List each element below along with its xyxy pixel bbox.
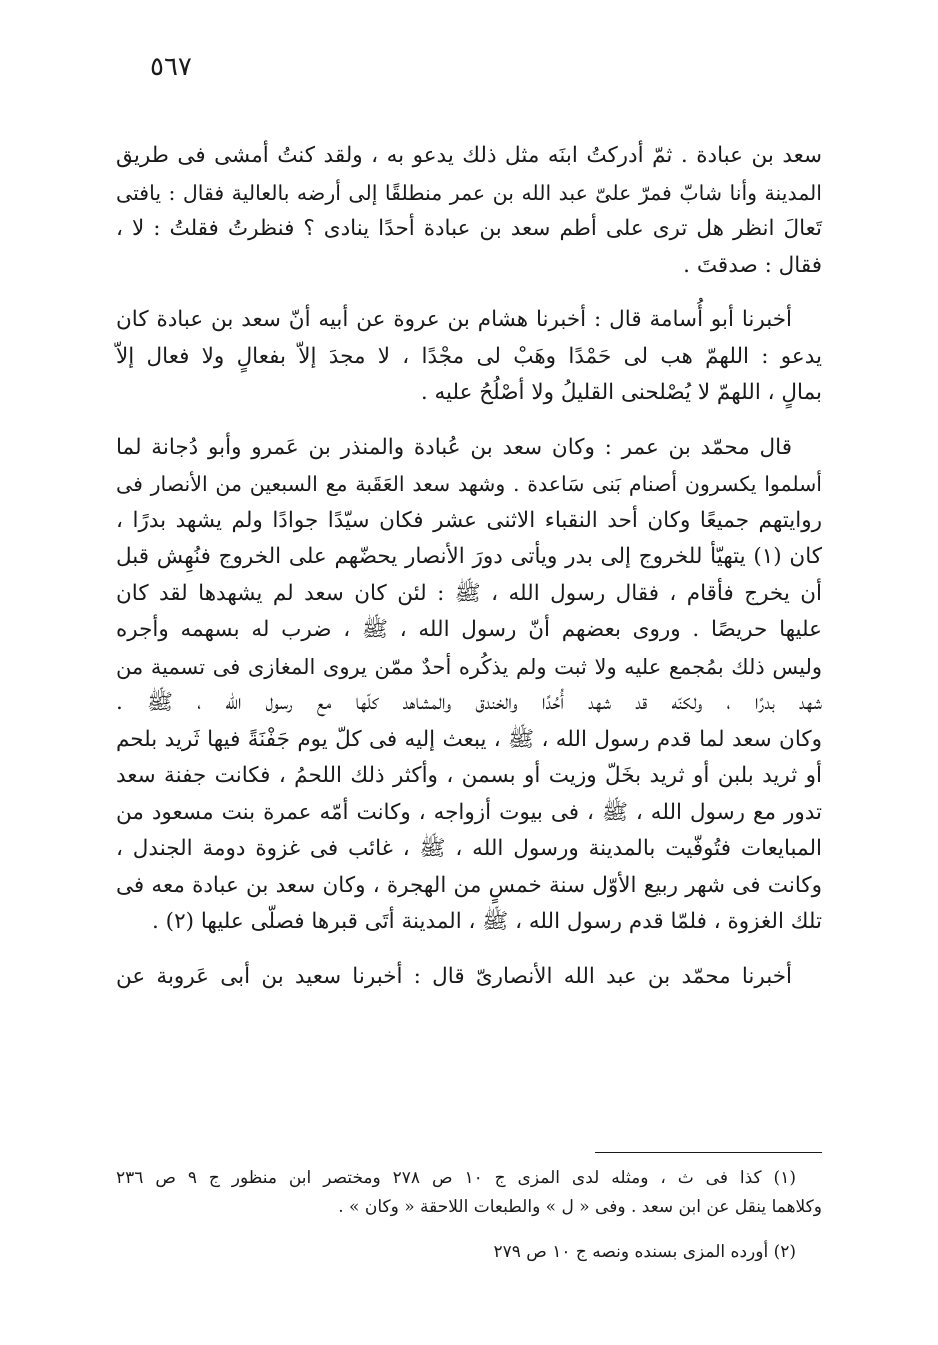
text-line: أو ثريد بلبن أو ثريد بخَلّ وزيت أو بسمن ، وأكثر ذلك اللحمُ ، فكانت جفنة سعد [116, 763, 822, 788]
footnote-line: (٢) أورده المزى بسنده ونصه ج ١٠ ص ٢٧٩ [493, 1242, 796, 1262]
text-line: أخبرنا أبو أُسامة قال : أخبرنا هشام بن عروة عن أبيه أنّ سعد بن عبادة كان [116, 307, 792, 332]
text-line: أخبرنا محمّد بن عبد الله الأنصارىّ قال : أخبرنا سعيد بن أبى عَروبة عن [116, 963, 792, 989]
text-line: كان (١) يتهيّأ للخروج إلى بدر ويأتى دورَ الأنصار يحضّهم على الخروج فنُهِش قبل [116, 544, 822, 569]
text-line: يدعو : اللهمّ هب لى حَمْدًا وهَبْ لى مجْدًا ، لا مجدَ إلاّ بفعالٍ ولا فعال إلاّ [116, 343, 822, 369]
text-line: تدور مع رسول الله ، ﷺ ، فى بيوت أزواجه ، وكانت أمّه عمرة بنت مسعود من [116, 799, 822, 825]
footnote-1 [116, 1164, 822, 1222]
text-line: أن يخرج فأقام ، فقال رسول الله ، ﷺ : لئن كان سعد لم يشهدها لقد كان [116, 580, 822, 606]
footnotes [116, 1164, 822, 1267]
main-text [116, 138, 822, 1013]
paragraph [116, 430, 822, 941]
text-line: سعد بن عبادة . ثمّ أدركتُ ابنَه مثل ذلك يدعو به ، ولقد كنتُ أمشى فى طريق [116, 143, 822, 168]
footnote-2 [116, 1238, 822, 1267]
text-line: المدينة وأنا شابّ فمرّ علىّ عبد الله بن عمر منطلقًا إلى أرضه بالعالية فقال : يافتى [116, 180, 822, 205]
text-line: قال محمّد بن عمر : وكان سعد بن عُبادة والمنذر بن عَمرو وأبو دُجانة لما [116, 434, 792, 460]
text-line: روايتهم جميعًا وكان أحد النقباء الاثنى عشر فكان سيّدًا جوادًا ولم يشهد بدرًا ، [116, 507, 822, 533]
footnote-divider [595, 1152, 822, 1153]
text-line: وليس ذلك بمُجمع عليه ولا ثبت ولم يذكُره أحدٌ ممّن يروى المغازى فى تسمية من [116, 654, 822, 679]
footnote-line: وكلاهما ينقل عن ابن سعد . وفى « ل » والطبعات اللاحقة « وكان » . [338, 1197, 822, 1217]
page-number: ٥٦٧ [150, 52, 192, 82]
text-line: فقال : صدقتَ . [683, 252, 822, 278]
text-line: وكانت فى شهر ربيع الأوّل سنة خمسٍ من الهجرة ، وكان سعد بن عبادة معه فى [116, 872, 822, 898]
paragraph [116, 138, 822, 284]
text-line: أسلموا يكسرون أصنام بَنى سَاعدة . وشهد سعد العَقَبة مع السبعين من الأنصار فى [116, 472, 822, 496]
text-line: بمالٍ ، اللهمّ لا يُصْلحنى القليلُ ولا أصْلُحُ عليه . [420, 380, 822, 405]
text-line: المبايعات فتُوفّيت بالمدينة ورسول الله ، ﷺ ، غائب فى غزوة دومة الجندل ، [116, 836, 822, 861]
paragraph [116, 959, 822, 996]
paragraph [116, 302, 822, 412]
footnote-line: (١) كذا فى ث ، ومثله لدى المزى ج ١٠ ص ٢٧٨ ومختصر ابن منظور ج ٩ ص ٢٣٦ [116, 1168, 796, 1188]
text-line: عليها حريصًا . وروى بعضهم أنّ رسول الله ، ﷺ ، ضرب له بسهمه وأجره [116, 617, 822, 642]
text-line: تلك الغزوة ، فلمّا قدم رسول الله ، ﷺ ، المدينة أتَى قبرها فصلّى عليها (٢) . [152, 909, 822, 934]
text-line: شهد بدرًا ، ولكنّه قد شهد أُحُدًا والخندق والمشاهد كلّها مع رسول الله ، ﷺ . [116, 690, 822, 715]
text-line: وكان سعد لما قدم رسول الله ، ﷺ ، يبعث إليه فى كلّ يوم جَفْنَةً فيها ثَريد بلحم [116, 726, 822, 752]
text-line: تَعالَ انظر هل ترى على أطم سعد بن عبادة أحدًا ينادى ؟ فنظرتُ فقلتُ : لا ، [116, 216, 822, 241]
